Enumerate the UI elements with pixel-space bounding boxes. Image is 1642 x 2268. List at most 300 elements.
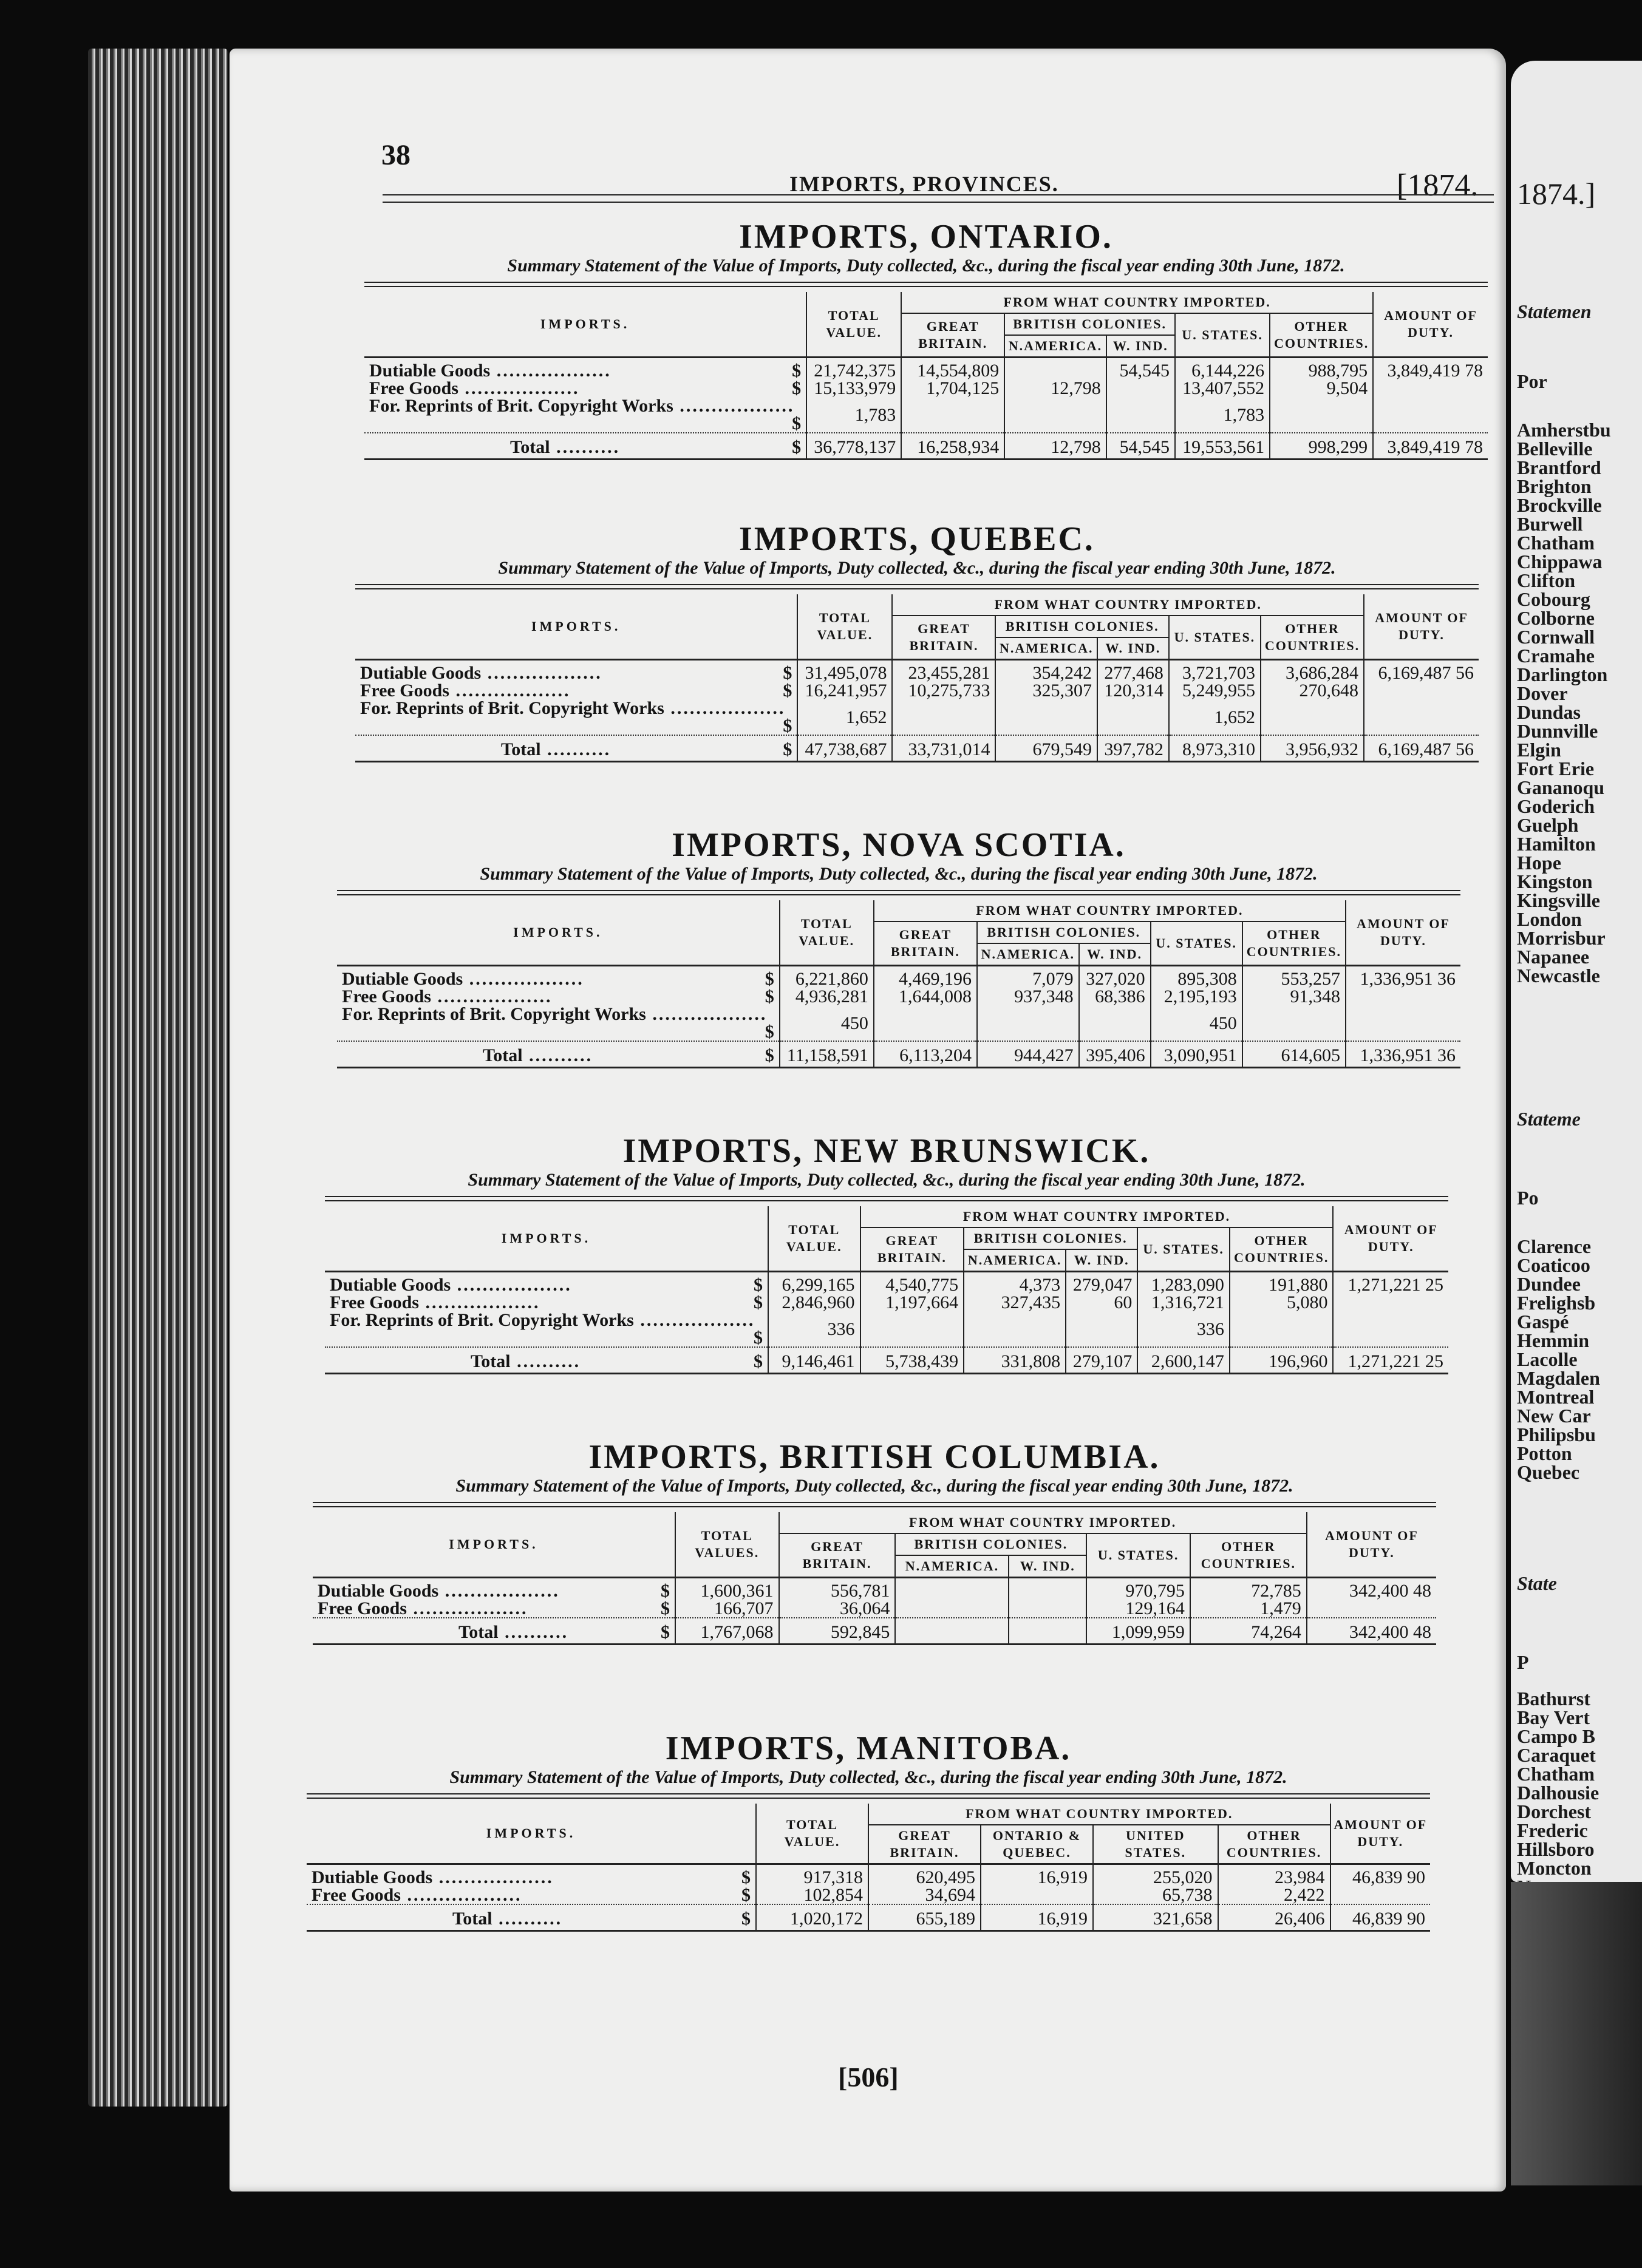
other-countries-cell: 553,257 — [1242, 966, 1346, 988]
facing-town: Dundas — [1517, 701, 1581, 723]
row-label: Dutiable Goods — [312, 1867, 433, 1887]
row-label-cell: For. Reprints of Brit. Copyright Works .................. $ — [342, 1004, 774, 1042]
total-label-cell: Total .......... $ — [325, 1347, 768, 1374]
facing-town: Chatham — [1517, 532, 1595, 554]
total-row — [355, 735, 1479, 762]
us-cell: 13,407,552 — [1175, 379, 1270, 397]
other-countries-cell: 1,479 — [1190, 1600, 1307, 1618]
section-title: IMPORTS, QUEBEC. — [739, 520, 1095, 558]
facing-town: Lacolle — [1517, 1348, 1578, 1370]
row-label: For. Reprints of Brit. Copyright Works — [360, 698, 664, 718]
row-label: For. Reprints of Brit. Copyright Works — [369, 396, 673, 416]
facing-town: Gaspé — [1517, 1311, 1569, 1333]
total-great-britain-cell: 33,731,014 — [892, 735, 995, 762]
w-ind-cell — [1106, 397, 1175, 433]
section-title: IMPORTS, NEW BRUNSWICK. — [622, 1132, 1151, 1170]
facing-town: Bay Vert — [1517, 1706, 1590, 1728]
section-rule — [307, 1793, 1430, 1799]
n-america-cell — [995, 699, 1097, 735]
great-britain-header: GREAT BRITAIN. — [860, 1227, 964, 1272]
duty-cell — [1364, 682, 1479, 699]
duty-header: AMOUNT OF DUTY. — [1373, 292, 1488, 358]
row-label-cell: Free Goods .................. $ — [369, 378, 802, 398]
total-total-value-cell: 9,146,461 — [768, 1347, 860, 1374]
n-america-cell — [1004, 397, 1106, 433]
great-britain-cell: 4,540,775 — [860, 1272, 964, 1294]
facing-town: London — [1517, 908, 1582, 930]
imports-header: IMPORTS. — [449, 1536, 539, 1552]
total-label-cell: Total .......... $ — [313, 1618, 675, 1645]
total-value-header: TOTAL VALUE. — [797, 594, 892, 660]
row-label-cell: Dutiable Goods .................. $ — [364, 358, 806, 380]
w-ind-header: W. IND. — [1079, 943, 1151, 966]
facing-town: Coaticoo — [1517, 1254, 1590, 1276]
duty-cell: 3,849,419 78 — [1373, 358, 1488, 380]
table-row — [337, 966, 1460, 988]
total-row — [337, 1041, 1460, 1068]
row-label-cell: For. Reprints of Brit. Copyright Works .................. $ — [369, 396, 802, 433]
facing-town: Cobourg — [1517, 588, 1590, 610]
great-britain-cell — [860, 1311, 964, 1347]
from-country-header: FROM WHAT COUNTRY IMPORTED. — [779, 1512, 1307, 1533]
total-label: Total — [452, 1909, 492, 1929]
from-country-header: FROM WHAT COUNTRY IMPORTED. — [892, 594, 1364, 616]
great-britain-cell: 10,275,733 — [892, 682, 995, 699]
total-row — [325, 1347, 1448, 1374]
facing-page-year: 1874.] — [1517, 177, 1596, 211]
facing-town: Hope — [1517, 852, 1561, 874]
total-duty-cell: 46,839 90 — [1330, 1904, 1430, 1931]
w-ind-cell: 279,047 — [1066, 1272, 1137, 1294]
facing-town: Dunnville — [1517, 720, 1598, 742]
import-section — [355, 521, 1479, 762]
total-value-cell: 336 — [768, 1311, 860, 1347]
from-country-header: FROM WHAT COUNTRY IMPORTED. — [901, 292, 1373, 313]
import-section — [337, 827, 1460, 1068]
n-america-cell: 325,307 — [995, 682, 1097, 699]
table-row — [364, 358, 1488, 380]
section-rule — [364, 282, 1488, 287]
total-value-cell: 1,600,361 — [675, 1578, 779, 1600]
row-label-cell: Dutiable Goods .................. $ — [313, 1578, 675, 1600]
total-value-header: TOTAL VALUE. — [768, 1206, 860, 1272]
total-other-countries-cell: 196,960 — [1230, 1347, 1334, 1374]
table-row — [325, 1294, 1448, 1311]
ontario-quebec-cell: 16,919 — [981, 1864, 1093, 1887]
duty-cell — [1373, 397, 1488, 433]
duty-header: AMOUNT OF DUTY. — [1364, 594, 1479, 660]
w-ind-cell — [1106, 379, 1175, 397]
us-cell: 255,020 — [1093, 1864, 1218, 1887]
total-other-countries-cell: 74,264 — [1190, 1618, 1307, 1645]
section-subtitle: Summary Statement of the Value of Imports, Duty collected, &c., during the fiscal year ending 30th June, 1872. — [498, 558, 1336, 578]
section-subtitle: Summary Statement of the Value of Imports, Duty collected, &c., during the fiscal year ending 30th June, 1872. — [480, 864, 1318, 884]
great-britain-cell — [874, 1005, 977, 1041]
duty-header: AMOUNT OF DUTY. — [1330, 1804, 1430, 1864]
great-britain-header: GREAT BRITAIN. — [892, 616, 995, 660]
total-great-britain-cell: 16,258,934 — [901, 433, 1004, 460]
facing-town: Napanee — [1517, 946, 1590, 968]
facing-town: New Car — [1517, 1405, 1591, 1427]
british-colonies-header: BRITISH COLONIES. — [977, 922, 1151, 943]
other-countries-cell: 191,880 — [1230, 1272, 1334, 1294]
facing-town: Belleville — [1517, 438, 1593, 460]
imports-header: IMPORTS. — [540, 316, 630, 331]
facing-town: Philipsbu — [1517, 1424, 1596, 1445]
n-america-cell — [895, 1578, 1009, 1600]
row-label-cell: Free Goods .................. $ — [360, 681, 792, 701]
total-us-cell: 8,973,310 — [1169, 735, 1261, 762]
ontario-quebec-header: ONTARIO & QUEBEC. — [981, 1825, 1093, 1864]
row-label-cell: Free Goods .................. $ — [312, 1885, 751, 1905]
n-america-cell: 327,435 — [964, 1294, 1066, 1311]
duty-cell: 1,336,951 36 — [1346, 966, 1460, 988]
facing-page — [1511, 61, 1642, 1882]
row-label: Dutiable Goods — [360, 663, 482, 683]
imports-table — [307, 1804, 1430, 1932]
other-countries-cell: 9,504 — [1270, 379, 1373, 397]
facing-town: Kingston — [1517, 871, 1593, 892]
n-america-cell: 12,798 — [1004, 379, 1106, 397]
duty-cell — [1330, 1886, 1430, 1904]
total-duty-cell: 3,849,419 78 — [1373, 433, 1488, 460]
total-value-cell: 2,846,960 — [768, 1294, 860, 1311]
total-label-cell: Total .......... $ — [307, 1904, 756, 1931]
facing-town: Guelph — [1517, 814, 1579, 836]
duty-cell: 46,839 90 — [1330, 1864, 1430, 1887]
facing-town: Chatham — [1517, 1763, 1595, 1785]
duty-header: AMOUNT OF DUTY. — [1307, 1512, 1436, 1578]
great-britain-cell: 4,469,196 — [874, 966, 977, 988]
table-row — [364, 379, 1488, 397]
total-n-america-cell: 679,549 — [995, 735, 1097, 762]
row-label: For. Reprints of Brit. Copyright Works — [342, 1004, 646, 1024]
section-rule — [337, 890, 1460, 895]
british-colonies-header: BRITISH COLONIES. — [995, 616, 1168, 637]
page-footer: [506] — [838, 2062, 899, 2093]
facing-town: Cramahe — [1517, 645, 1595, 667]
total-us-cell: 2,600,147 — [1137, 1347, 1230, 1374]
section-rule — [325, 1196, 1448, 1201]
row-label-cell: Dutiable Goods .................. $ — [307, 1864, 756, 1887]
duty-header: AMOUNT OF DUTY. — [1333, 1206, 1448, 1272]
total-duty-cell: 1,271,221 25 — [1333, 1347, 1448, 1374]
n-america-header: N.AMERICA. — [964, 1249, 1066, 1272]
row-label-cell: For. Reprints of Brit. Copyright Works .................. $ — [330, 1310, 763, 1348]
other-countries-header: OTHER COUNTRIES. — [1230, 1227, 1334, 1272]
table-row — [313, 1578, 1436, 1600]
imports-table — [355, 594, 1479, 762]
duty-cell — [1307, 1600, 1436, 1618]
facing-town: Amherstbu — [1517, 419, 1611, 441]
table-row — [337, 1005, 1460, 1041]
total-great-britain-cell: 6,113,204 — [874, 1041, 977, 1068]
n-america-cell — [895, 1600, 1009, 1618]
facing-town: Potton — [1517, 1442, 1572, 1464]
other-countries-cell — [1230, 1311, 1334, 1347]
total-value-cell: 917,318 — [756, 1864, 868, 1887]
section-title: IMPORTS, NOVA SCOTIA. — [672, 826, 1126, 864]
section-rule — [313, 1502, 1436, 1507]
facing-heading: P — [1517, 1651, 1529, 1673]
other-countries-cell: 72,785 — [1190, 1578, 1307, 1600]
facing-town: Burwell — [1517, 513, 1583, 535]
facing-page-edge — [1511, 1882, 1642, 2185]
facing-town: Clifton — [1517, 569, 1575, 591]
total-w-ind-cell — [1009, 1618, 1086, 1645]
row-label-cell: Dutiable Goods .................. $ — [355, 660, 797, 682]
facing-town: Dorchest — [1517, 1801, 1592, 1822]
w-ind-header: W. IND. — [1009, 1555, 1086, 1578]
w-ind-cell — [1009, 1578, 1086, 1600]
row-label: Free Goods — [330, 1292, 419, 1312]
us-cell: 6,144,226 — [1175, 358, 1270, 380]
total-duty-cell: 1,336,951 36 — [1346, 1041, 1460, 1068]
facing-town: Chippawa — [1517, 551, 1603, 572]
section-subtitle: Summary Statement of the Value of Imports, Duty collected, &c., during the fiscal year ending 30th June, 1872. — [449, 1767, 1287, 1787]
imports-header: IMPORTS. — [501, 1231, 591, 1246]
total-value-cell: 450 — [780, 1005, 874, 1041]
row-label: Dutiable Goods — [318, 1581, 439, 1601]
us-cell: 895,308 — [1151, 966, 1242, 988]
imports-table — [337, 900, 1460, 1068]
total-row — [364, 433, 1488, 460]
total-value-cell: 102,854 — [756, 1886, 868, 1904]
total-value-cell: 15,133,979 — [806, 379, 901, 397]
row-label: For. Reprints of Brit. Copyright Works — [330, 1310, 634, 1330]
other-countries-cell: 270,648 — [1261, 682, 1364, 699]
duty-cell — [1346, 1005, 1460, 1041]
other-countries-header: OTHER COUNTRIES. — [1218, 1825, 1330, 1864]
other-countries-cell: 2,422 — [1218, 1886, 1330, 1904]
row-label-cell: Dutiable Goods .................. $ — [325, 1272, 768, 1294]
table-row — [325, 1272, 1448, 1294]
book-page-edges — [88, 49, 228, 2107]
total-value-cell: 4,936,281 — [780, 988, 874, 1005]
total-value-cell: 16,241,957 — [797, 682, 892, 699]
row-label-cell: For. Reprints of Brit. Copyright Works .................. $ — [360, 698, 792, 736]
total-label-cell: Total .......... $ — [337, 1041, 780, 1068]
facing-town: Kingsville — [1517, 889, 1600, 911]
total-w-ind-cell: 395,406 — [1079, 1041, 1151, 1068]
n-america-cell: 7,079 — [977, 966, 1079, 988]
british-colonies-header: BRITISH COLONIES. — [895, 1533, 1086, 1555]
from-country-header: FROM WHAT COUNTRY IMPORTED. — [860, 1206, 1334, 1227]
import-section — [307, 1730, 1430, 1932]
duty-cell — [1373, 379, 1488, 397]
facing-town: Brantford — [1517, 457, 1601, 478]
total-value-cell: 166,707 — [675, 1600, 779, 1618]
duty-cell — [1333, 1311, 1448, 1347]
great-britain-cell: 36,064 — [779, 1600, 896, 1618]
section-rule — [355, 584, 1479, 589]
table-row — [337, 988, 1460, 1005]
n-america-header: N.AMERICA. — [895, 1555, 1009, 1578]
other-countries-header: OTHER COUNTRIES. — [1270, 313, 1373, 358]
section-title: IMPORTS, BRITISH COLUMBIA. — [588, 1438, 1160, 1476]
us-header: U. STATES. — [1151, 922, 1242, 966]
row-label: Dutiable Goods — [342, 969, 463, 989]
us-cell: 5,249,955 — [1169, 682, 1261, 699]
total-other-countries-cell: 998,299 — [1270, 433, 1373, 460]
facing-town: Moncton — [1517, 1857, 1592, 1879]
facing-town: Dalhousie — [1517, 1782, 1599, 1804]
total-value-cell: 31,495,078 — [797, 660, 892, 682]
total-value-header: TOTAL VALUE. — [806, 292, 901, 358]
us-cell: 1,283,090 — [1137, 1272, 1230, 1294]
facing-town: Magdalen — [1517, 1367, 1600, 1389]
total-great-britain-cell: 5,738,439 — [860, 1347, 964, 1374]
total-value-cell: 1,783 — [806, 397, 901, 433]
duty-cell: 1,271,221 25 — [1333, 1272, 1448, 1294]
row-label: Free Goods — [369, 378, 458, 398]
us-header: U. STATES. — [1086, 1533, 1190, 1578]
row-label-cell: Free Goods .................. $ — [342, 986, 774, 1007]
other-countries-cell: 988,795 — [1270, 358, 1373, 380]
row-label-cell: Free Goods .................. $ — [330, 1292, 763, 1312]
row-label: Free Goods — [360, 681, 449, 701]
n-america-header: N.AMERICA. — [995, 637, 1097, 660]
facing-town: Hillsboro — [1517, 1838, 1595, 1860]
ontario-quebec-cell — [981, 1886, 1093, 1904]
us-cell: 970,795 — [1086, 1578, 1190, 1600]
n-america-cell: 937,348 — [977, 988, 1079, 1005]
great-britain-cell — [892, 699, 995, 735]
w-ind-cell: 54,545 — [1106, 358, 1175, 380]
facing-heading: Po — [1517, 1187, 1539, 1209]
facing-town: Campo B — [1517, 1725, 1595, 1747]
row-label-cell: Free Goods .................. $ — [318, 1598, 670, 1618]
total-value-cell: 1,652 — [797, 699, 892, 735]
total-ontario-quebec-cell: 16,919 — [981, 1904, 1093, 1931]
great-britain-header: GREAT BRITAIN. — [874, 922, 977, 966]
w-ind-cell: 68,386 — [1079, 988, 1151, 1005]
total-label-cell: Total .......... $ — [364, 433, 806, 460]
facing-town: Dover — [1517, 682, 1568, 704]
imports-header: IMPORTS. — [531, 619, 621, 634]
section-subtitle: Summary Statement of the Value of Imports, Duty collected, &c., during the fiscal year ending 30th June, 1872. — [455, 1476, 1293, 1496]
total-total-value-cell: 36,778,137 — [806, 433, 901, 460]
great-britain-cell: 34,694 — [868, 1886, 981, 1904]
great-britain-cell: 1,644,008 — [874, 988, 977, 1005]
other-countries-header: OTHER COUNTRIES. — [1261, 616, 1364, 660]
facing-town: Newcastle — [1517, 965, 1600, 986]
total-value-header: TOTAL VALUE. — [780, 900, 874, 966]
section-title: IMPORTS, MANITOBA. — [665, 1730, 1072, 1767]
facing-town: Dundee — [1517, 1273, 1581, 1295]
import-section — [364, 219, 1488, 460]
section-title: IMPORTS, ONTARIO. — [739, 218, 1113, 256]
facing-heading: State — [1517, 1572, 1557, 1594]
us-header: U. STATES. — [1175, 313, 1270, 358]
great-britain-cell: 1,704,125 — [901, 379, 1004, 397]
duty-header: AMOUNT OF DUTY. — [1346, 900, 1460, 966]
total-total-value-cell: 11,158,591 — [780, 1041, 874, 1068]
other-countries-cell: 23,984 — [1218, 1864, 1330, 1887]
total-value-cell: 6,221,860 — [780, 966, 874, 988]
other-countries-cell — [1261, 699, 1364, 735]
total-n-america-cell: 331,808 — [964, 1347, 1066, 1374]
from-country-header: FROM WHAT COUNTRY IMPORTED. — [868, 1804, 1330, 1825]
w-ind-cell — [1066, 1311, 1137, 1347]
us-cell: 450 — [1151, 1005, 1242, 1041]
british-colonies-header: BRITISH COLONIES. — [964, 1227, 1137, 1249]
facing-town: Goderich — [1517, 795, 1595, 817]
table-row — [364, 397, 1488, 433]
total-n-america-cell: 12,798 — [1004, 433, 1106, 460]
total-us-cell: 1,099,959 — [1086, 1618, 1190, 1645]
duty-cell: 6,169,487 56 — [1364, 660, 1479, 682]
total-label: Total — [501, 739, 541, 759]
facing-town: Bathurst — [1517, 1688, 1590, 1709]
total-value-cell: 6,299,165 — [768, 1272, 860, 1294]
duty-cell: 342,400 48 — [1307, 1578, 1436, 1600]
facing-town: Fort Erie — [1517, 758, 1595, 779]
table-row — [355, 682, 1479, 699]
facing-town: Brighton — [1517, 475, 1592, 497]
row-label: Dutiable Goods — [330, 1275, 451, 1295]
imports-header: IMPORTS. — [513, 925, 603, 940]
other-countries-header: OTHER COUNTRIES. — [1190, 1533, 1307, 1578]
total-value-header: TOTAL VALUE. — [756, 1804, 868, 1864]
imports-header: IMPORTS. — [486, 1825, 576, 1841]
table-row — [307, 1864, 1430, 1887]
other-countries-header: OTHER COUNTRIES. — [1242, 922, 1346, 966]
w-ind-cell — [1097, 699, 1169, 735]
total-w-ind-cell: 279,107 — [1066, 1347, 1137, 1374]
us-cell: 336 — [1137, 1311, 1230, 1347]
great-britain-cell: 14,554,809 — [901, 358, 1004, 380]
total-label-cell: Total .......... $ — [355, 735, 797, 762]
w-ind-cell — [1079, 1005, 1151, 1041]
british-colonies-header: BRITISH COLONIES. — [1004, 313, 1175, 335]
table-row — [355, 699, 1479, 735]
total-label: Total — [458, 1622, 499, 1642]
w-ind-cell: 60 — [1066, 1294, 1137, 1311]
duty-cell — [1364, 699, 1479, 735]
facing-town: Darlington — [1517, 664, 1608, 685]
w-ind-cell: 277,468 — [1097, 660, 1169, 682]
facing-town: Frederic — [1517, 1819, 1588, 1841]
total-value-cell: 21,742,375 — [806, 358, 901, 380]
facing-heading: Stateme — [1517, 1108, 1581, 1130]
other-countries-cell: 91,348 — [1242, 988, 1346, 1005]
facing-heading: Statemen — [1517, 300, 1592, 322]
imports-table — [364, 292, 1488, 460]
total-row — [307, 1904, 1430, 1931]
n-america-header: N.AMERICA. — [1004, 335, 1106, 358]
total-great-britain-cell: 592,845 — [779, 1618, 896, 1645]
total-total-value-cell: 1,767,068 — [675, 1618, 779, 1645]
total-label: Total — [510, 437, 550, 457]
facing-town: Clarence — [1517, 1235, 1592, 1257]
total-us-cell: 3,090,951 — [1151, 1041, 1242, 1068]
us-cell: 129,164 — [1086, 1600, 1190, 1618]
us-header: U. STATES. — [1137, 1227, 1230, 1272]
total-w-ind-cell: 397,782 — [1097, 735, 1169, 762]
w-ind-cell — [1009, 1600, 1086, 1618]
us-cell: 3,721,703 — [1169, 660, 1261, 682]
section-subtitle: Summary Statement of the Value of Imports, Duty collected, &c., during the fiscal year ending 30th June, 1872. — [468, 1170, 1306, 1190]
great-britain-header: GREAT BRITAIN. — [901, 313, 1004, 358]
facing-town: Quebec — [1517, 1461, 1580, 1483]
other-countries-cell: 3,686,284 — [1261, 660, 1364, 682]
total-row — [313, 1618, 1436, 1645]
n-america-cell — [964, 1311, 1066, 1347]
facing-town: Hemmin — [1517, 1329, 1590, 1351]
total-us-cell: 321,658 — [1093, 1904, 1218, 1931]
section-subtitle: Summary Statement of the Value of Imports, Duty collected, &c., during the fiscal year ending 30th June, 1872. — [507, 256, 1345, 276]
